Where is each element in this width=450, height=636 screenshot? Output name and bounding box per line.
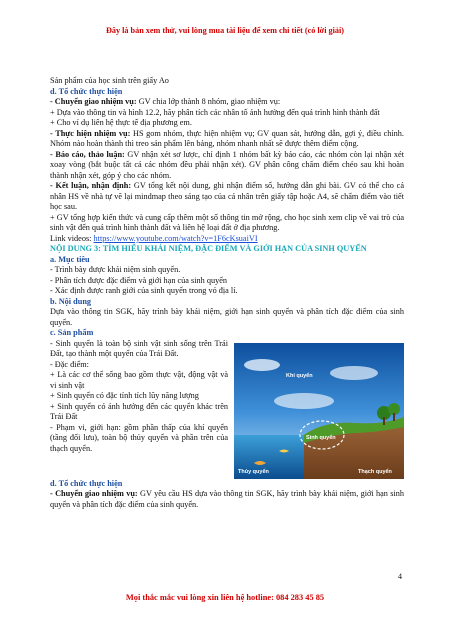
paragraph: - Trình bày được khái niệm sinh quyển. <box>50 265 181 274</box>
paragraph <box>50 97 404 108</box>
section-heading: c. Sản phẩm <box>50 328 94 337</box>
paragraph <box>50 489 404 510</box>
bold-label: - Thực hiện nhiệm vụ: <box>50 128 131 138</box>
paragraph <box>50 181 404 213</box>
product-text <box>50 339 228 479</box>
text: GV yêu cầu HS dựa vào thông tin SGK, hãy trình bày khái niệm, giới hạn sinh quyển và phân tích đặc điểm của sinh quyển. <box>50 489 404 509</box>
section-heading: d. Tổ chức thực hiện <box>50 478 123 488</box>
product-section <box>50 339 404 479</box>
paragraph: + GV tổng hợp kiến thức và cung cấp thêm một số thông tin mở rộng, cho học sinh xem clip về vai trò của sinh vật đến quá trình hình thành đất và liên hệ loại đất ở địa phương. <box>50 212 404 232</box>
document-body <box>50 76 404 510</box>
text: HS gom nhóm, thực hiện nhiệm vụ; GV quan sát, hướng dẫn, gợi ý, điều chỉnh. Nhóm nào hoàn thành thì treo sản phẩm lên bảng, nhóm nhanh nhất sẽ được thêm điểm cộng. <box>50 128 404 148</box>
hotline-footer: Mọi thắc mắc vui lòng xin liên hệ hotline: 084 283 45 85 <box>125 593 325 602</box>
preview-banner: Đây là bản xem thử, vui lòng mua tài liệu để xem chi tiết (có lời giải) <box>105 26 344 35</box>
bold-label: - Chuyển giao nhiệm vụ: <box>50 489 138 498</box>
content-3-heading: NỘI DUNG 3: TÌM HIỂU KHÁI NIỆM, ĐẶC ĐIỂM VÀ GIỚI HẠN CỦA SINH QUYỂN <box>50 244 367 253</box>
paragraph: + Sinh quyển có ảnh hưởng đến các quyển khác trên Trái Đất <box>50 401 228 421</box>
biosphere-illustration <box>234 343 404 479</box>
text: GV nhận xét sơ lược, chỉ định 1 nhóm bất kỳ báo cáo, các nhóm còn lại nhận xét xoay vòng (bắt buộc tất cả các nhóm đều phải nhận xét). GV phân công chấm điểm chéo sau khi hoàn thành nhận xét, góp ý cho các nhóm. <box>50 149 404 180</box>
link-label: Link videos: <box>50 233 94 243</box>
section-heading: b. Nội dung <box>50 296 92 306</box>
paragraph: + Là các cơ thể sống bao gồm thực vật, động vật và vi sinh vật <box>50 370 228 390</box>
paragraph <box>50 234 404 245</box>
biosphere-svg <box>234 343 404 479</box>
paragraph: - Sinh quyển là toàn bộ sinh vật sinh sống trên Trái Đất, tạo thành một quyển của Trái Đất. <box>50 338 228 358</box>
video-link[interactable]: https://www.youtube.com/watch?v=1F6cKsuaiVI <box>93 233 258 243</box>
section-heading: a. Mục tiêu <box>50 254 90 264</box>
biosphere-label: Sinh quyển <box>306 434 336 441</box>
section-heading: d. Tổ chức thực hiện <box>50 86 123 96</box>
paragraph: + Dựa vào thông tin và hình 12.2, hãy phân tích các nhân tố ảnh hưởng đến quá trình hình thành đất <box>50 107 380 117</box>
atmosphere-label: Khí quyển <box>286 372 313 379</box>
paragraph: - Phân tích được đặc điểm và giới hạn của sinh quyển <box>50 275 228 285</box>
text: GV chia lớp thành 8 nhóm, giao nhiệm vụ: <box>136 97 281 106</box>
bold-label: - Kết luận, nhận định: <box>50 181 132 190</box>
paragraph: Dựa vào thông tin SGK, hãy trình bày khái niệm, giới hạn sinh quyển và phân tích đặc điểm của sinh quyển. <box>50 307 404 327</box>
bold-label: - Chuyển giao nhiệm vụ: <box>50 97 137 106</box>
paragraph <box>50 150 404 182</box>
paragraph: Sản phẩm của học sinh trên giấy Ao <box>50 76 169 85</box>
paragraph <box>50 129 404 150</box>
paragraph: + Cho ví dụ liên hệ thực tế địa phương em. <box>50 118 192 127</box>
bold-label: - Báo cáo, thảo luận: <box>50 149 125 159</box>
paragraph: - Xác định được ranh giới của sinh quyển trong vỏ địa lí. <box>50 286 238 295</box>
paragraph: + Sinh quyển có đặc tính tích lũy năng lượng <box>50 391 199 400</box>
paragraph: - Đặc điểm: <box>50 359 89 369</box>
hydrosphere-label: Thủy quyển <box>238 468 269 475</box>
text: GV tổng kết nội dung, ghi nhận điểm số, hướng dẫn ghi bài. GV có thể cho cá nhân HS về nhà tự vẽ lại mindmap theo sáng tạo của cá nhân trên giấy tập hoặc A4, sẽ chấm điểm vào tiết học sau. <box>50 181 404 211</box>
page-number: 4 <box>398 572 402 581</box>
paragraph: - Phạm vi, giới hạn: gồm phần thấp của khí quyển (tầng đối lưu), toàn bộ thủy quyển và phần trên của thạch quyển. <box>50 422 228 453</box>
lithosphere-label: Thạch quyển <box>358 468 392 475</box>
